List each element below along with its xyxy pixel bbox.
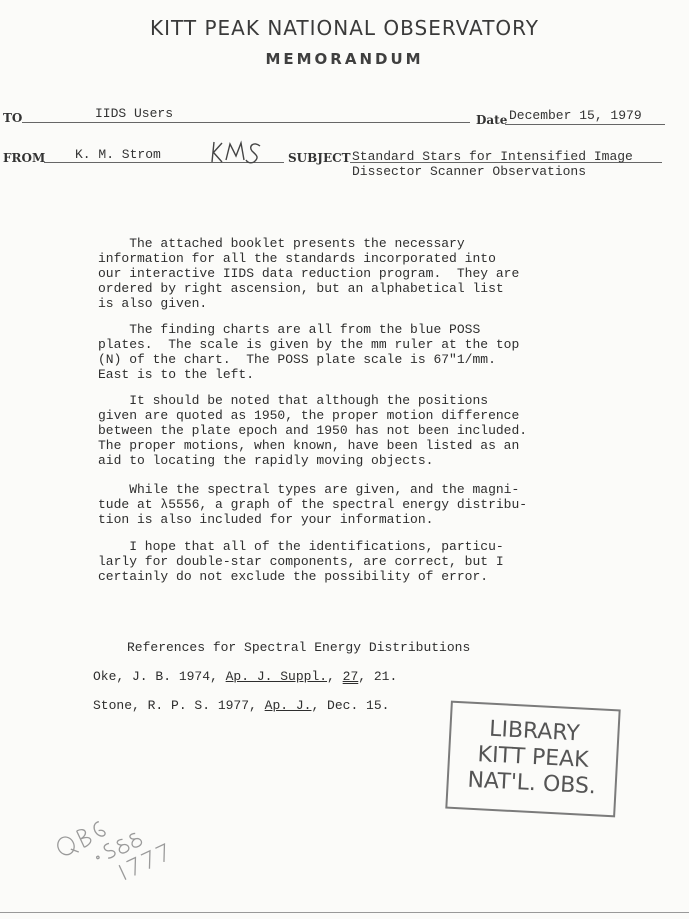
stamp-line-1: LIBRARY	[488, 716, 581, 747]
references-heading: References for Spectral Energy Distributions	[127, 640, 471, 655]
to-label: TO	[3, 111, 23, 125]
ref1-end: , 21.	[358, 669, 398, 684]
stamp-line-3: NAT'L. OBS.	[466, 767, 597, 800]
subject-line-1: Standard Stars for Intensified Image	[352, 149, 633, 164]
organization-title: KITT PEAK NATIONAL OBSERVATORY	[150, 16, 539, 40]
from-label: FROM	[3, 151, 46, 165]
paragraph-3: It should be noted that although the positions given are quoted as 1950, the proper motion difference between the plate epoch and 1950 has not been included. The proper motions, when known, have been listed as an aid to locating the rapidly moving objects.	[98, 393, 528, 468]
page-bottom-edge	[0, 912, 689, 913]
paragraph-1: The attached booklet presents the necessary information for all the standards incorporated into our interactive IIDS data reduction program. They are ordered by right ascension, but an alphabetical list is also given.	[98, 236, 520, 311]
ref2-end: , Dec. 15.	[311, 698, 390, 713]
library-stamp	[445, 701, 620, 818]
paragraph-2: The finding charts are all from the blue POSS plates. The scale is given by the mm ruler at the top (N) of the chart. The POSS plate scale is 67"1/mm. East is to the left.	[98, 322, 520, 382]
subject-line-2: Dissector Scanner Observations	[352, 164, 587, 179]
ref2-journal: Ap. J.	[264, 698, 312, 713]
ref1-sep: ,	[327, 669, 343, 684]
ref1-volume: 27	[342, 669, 359, 684]
to-underline	[22, 122, 470, 123]
handwritten-call-number	[54, 795, 174, 885]
from-value: K. M. Strom	[75, 147, 161, 162]
to-value: IIDS Users	[95, 106, 174, 121]
document-type: MEMORANDUM	[265, 50, 424, 68]
subject-label: SUBJECT	[288, 151, 351, 165]
date-label: Date	[476, 113, 508, 127]
paragraph-4: While the spectral types are given, and the magni- tude at λ5556, a graph of the spectral energy distribu- tion is also included for your information.	[98, 482, 528, 527]
reference-stone	[93, 698, 389, 713]
date-value: December 15, 1979	[509, 108, 642, 123]
ref1-author: Oke, J. B. 1974,	[93, 669, 226, 684]
ref1-journal: Ap. J. Suppl.	[225, 669, 328, 684]
date-underline	[505, 124, 665, 125]
paragraph-5: I hope that all of the identifications, particu- larly for double-star components, are correct, but I certainly do not exclude the possibility of error.	[98, 539, 504, 584]
reference-oke	[93, 669, 397, 684]
signature-initials	[210, 138, 270, 168]
stamp-line-2: KITT PEAK	[476, 742, 590, 773]
ref2-author: Stone, R. P. S. 1977,	[93, 698, 265, 713]
